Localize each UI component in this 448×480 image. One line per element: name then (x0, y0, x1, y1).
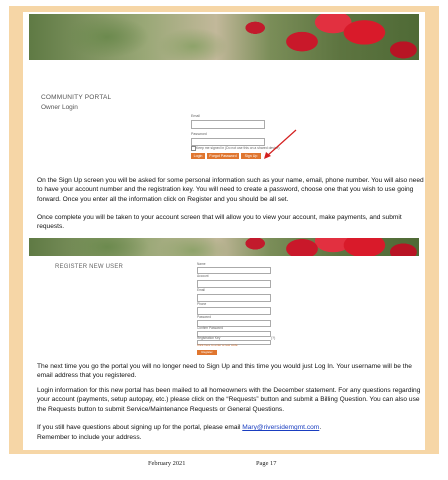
registration-key-label: Registration Key (197, 336, 221, 340)
portal-title: COMMUNITY PORTAL (41, 94, 112, 101)
register-title: REGISTER NEW USER (55, 264, 124, 270)
red-arrow-icon (259, 128, 299, 162)
phone-label: Phone (197, 302, 207, 306)
questions-period: . (319, 424, 322, 431)
email-label-register: Email (197, 288, 205, 292)
new-code-link[interactable]: Click here to enter a new code (197, 343, 238, 347)
sign-up-button[interactable]: Sign Up (241, 153, 261, 159)
email-field-register[interactable] (197, 294, 271, 302)
account-screen-paragraph: Once complete you will be taken to your account screen that will allow you to view your account, make payments, and submit requests. (37, 214, 402, 231)
help-mark[interactable]: (?) (271, 336, 276, 340)
questions-paragraph (37, 423, 429, 432)
owner-login-heading: Owner Login (41, 104, 78, 111)
include-address-paragraph: Remember to include your address. (37, 434, 142, 441)
account-label: Account (197, 274, 209, 278)
next-time-paragraph: The next time you go the portal you will no longer need to Sign Up and this time you would just Log In. Your username will be the email address that you registered. (37, 363, 412, 380)
email-link[interactable]: Mary@riversidemgmt.com (242, 424, 320, 431)
login-button[interactable]: Login (191, 153, 205, 159)
name-label: Name (197, 262, 206, 266)
login-info-paragraph: Login information for this new portal has been mailed to all homeowners with the December statement. For any questions regarding your account (payments, setup autopay, etc.) please click on the “Requests” button and submit a Billing Question. You can also use the Requests button to submit Service/Maintenance Requests or General Questions. (37, 387, 421, 413)
password-label-register: Password (197, 315, 211, 319)
page-frame (9, 6, 439, 454)
password-label: Password (191, 132, 207, 136)
flower-banner-image (29, 14, 419, 60)
confirm-password-label: Confirm Password (197, 326, 224, 330)
email-label: Email (191, 114, 200, 118)
email-field[interactable] (191, 120, 265, 129)
keep-signed-in-label: Keep me signed in (Do not use this on a shared device) (196, 146, 280, 150)
questions-text: If you still have questions about signing up for the portal, please email (37, 424, 243, 431)
forgot-password-button[interactable]: Forgot Password (207, 153, 239, 159)
footer-page-number: Page 17 (256, 460, 277, 467)
name-field[interactable] (197, 267, 271, 274)
page-content (23, 12, 425, 450)
flower-banner-image-2 (29, 238, 419, 256)
footer-date: February 2021 (148, 460, 186, 467)
signup-instructions-paragraph: On the Sign Up screen you will be asked for some personal information such as your name, email, phone number. You will also need to have your account number and the registration key. You will need to create a password, choose one that you wish to use going forward. Once you enter all the information click on Register and you should be all set. (37, 177, 424, 203)
phone-field[interactable] (197, 307, 271, 315)
register-button[interactable]: Register (197, 350, 217, 355)
password-field[interactable] (191, 138, 265, 146)
account-field[interactable] (197, 280, 271, 288)
